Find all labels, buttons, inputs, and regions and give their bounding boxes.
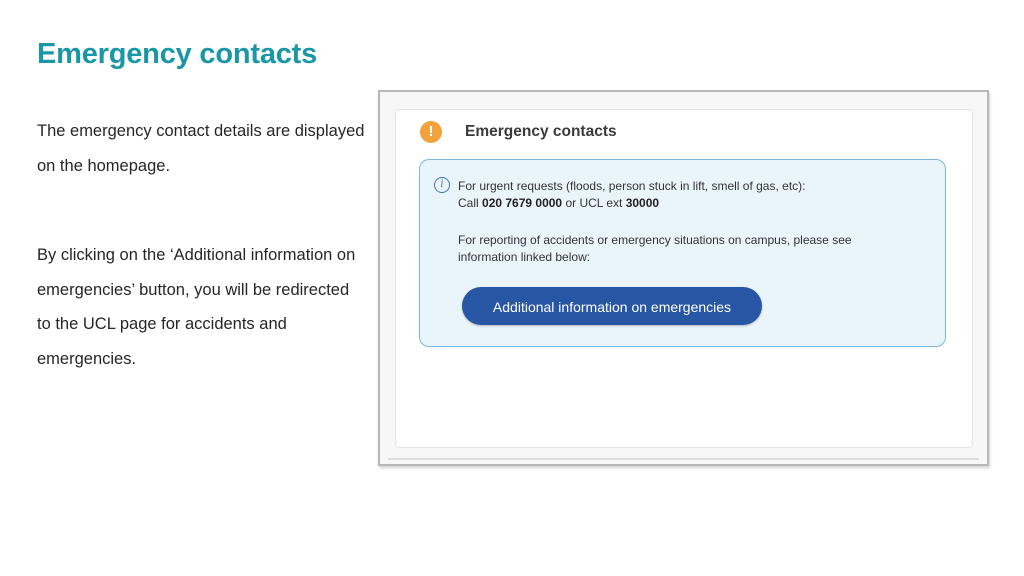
frame-bottom-divider xyxy=(388,458,979,460)
call-mid: or UCL ext xyxy=(562,196,626,210)
phone-number: 020 7679 0000 xyxy=(482,196,563,210)
info-icon: i xyxy=(434,177,450,193)
description-paragraph-1: The emergency contact details are displayed on the homepage. xyxy=(37,122,365,175)
info-box xyxy=(419,159,946,347)
reporting-text-line1: For reporting of accidents or emergency situations on campus, please see xyxy=(458,233,852,247)
ucl-extension: 30000 xyxy=(625,196,660,210)
slide-title: Emergency contacts xyxy=(37,38,318,70)
warning-icon: ! xyxy=(420,121,442,143)
card-title: Emergency contacts xyxy=(465,123,617,140)
urgent-requests-text: For urgent requests (floods, person stuck in lift, smell of gas, etc): xyxy=(458,179,806,193)
additional-information-button[interactable]: Additional information on emergencies xyxy=(462,287,762,325)
description-paragraph-2: By clicking on the ‘Additional information on emergencies’ button, you will be redirected to the UCL page for accidents and emergencies. xyxy=(37,246,356,368)
screenshot-frame xyxy=(378,90,989,466)
emergency-contacts-card xyxy=(395,109,973,448)
call-line xyxy=(458,195,659,212)
call-prefix: Call xyxy=(458,196,483,210)
reporting-text-line2: information linked below: xyxy=(458,250,591,264)
